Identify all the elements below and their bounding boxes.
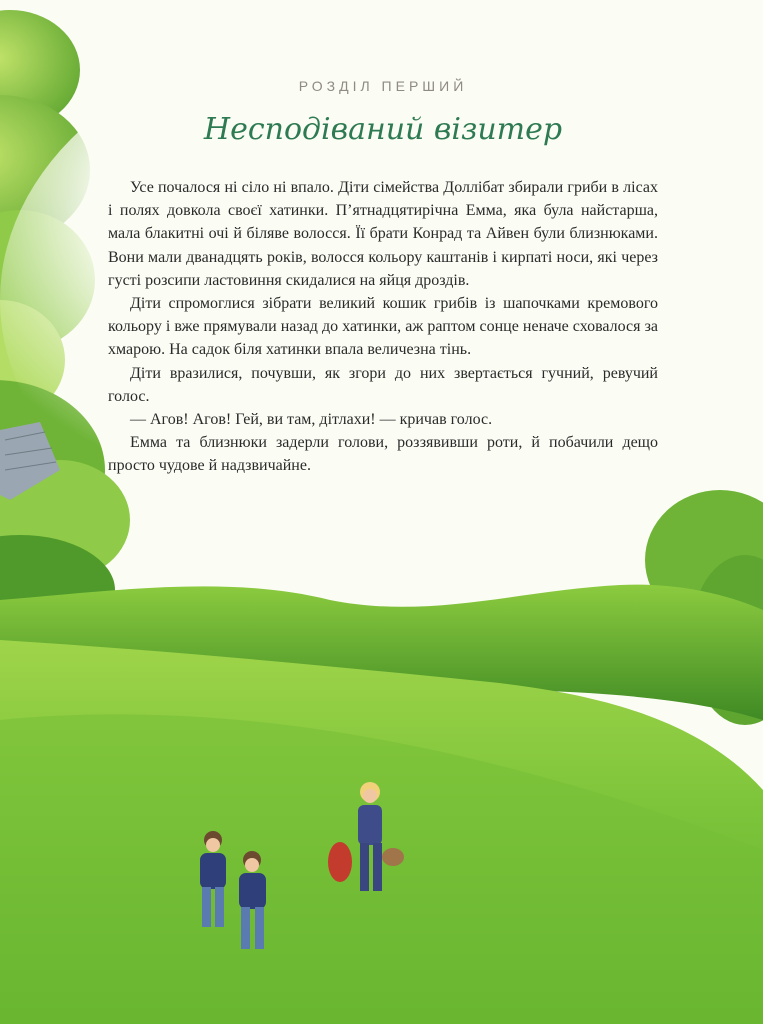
chapter-body [108, 176, 658, 478]
paragraph: Емма та близнюки задерли голови, роззявивши роти, й побачили дещо просто чудове й надзвичайне. [108, 434, 658, 475]
paragraph: Усе почалося ні сіло ні впало. Діти сімейства Доллібат збирали гриби в лісах і полях довкола своєї хатинки. П’ятнадцятирічна Емма, яка була найстарша, мала блакитні очі й біляве волосся. Її брати Конрад та Айвен були близнюками. Вони мали дванадцять років, волосся кольору каштанів і кирпаті носи, які через густі розсипи ластовиння скидалися на яйця дроздів. [108, 179, 658, 289]
chapter-title: Несподіваний візитер [203, 112, 563, 147]
chapter-label: РОЗДІЛ ПЕРШИЙ [298, 78, 468, 94]
paragraph: Діти спромоглися зібрати великий кошик грибів із шапочками кремового кольору і вже прямували назад до хатинки, аж раптом сонце неначе сховалося за хмарою. На садок біля хатинки впала величезна тінь. [108, 295, 658, 359]
paragraph: — Агов! Агов! Гей, ви там, дітлахи! — кричав голос. [130, 411, 493, 429]
paragraph: Діти вразилися, почувши, як згори до них звертається гучний, ревучий голос. [108, 364, 658, 405]
